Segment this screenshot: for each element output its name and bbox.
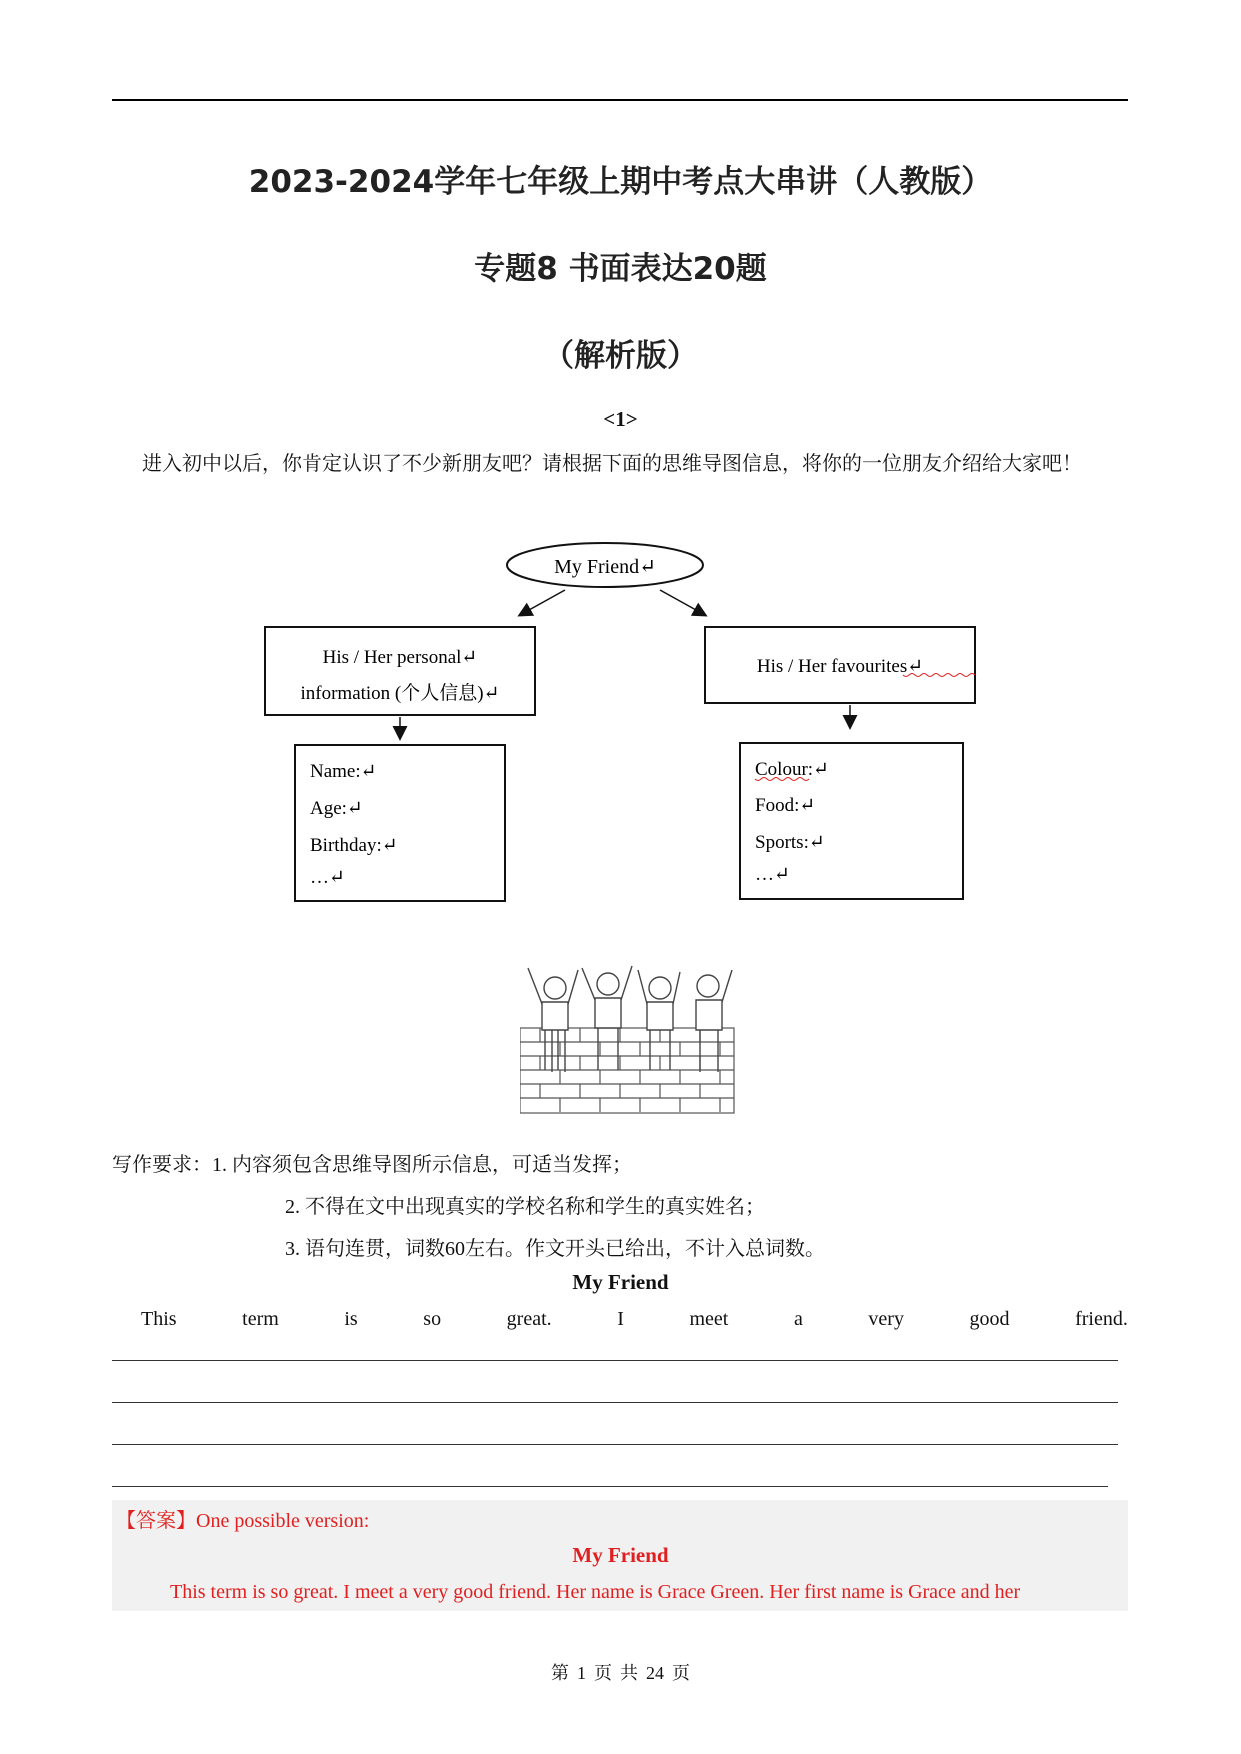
footer-ye: 页 xyxy=(672,1663,690,1683)
essay-word: friend. xyxy=(1075,1308,1128,1330)
root-label: My Friend↵ xyxy=(554,556,656,578)
question-intro: 进入初中以后，你肯定认识了不少新朋友吧？请根据下面的思维导图信息，将你的一位朋友介绍给大家吧！ xyxy=(142,453,1082,475)
requirement-1: 1. 内容须包含思维导图所示信息，可适当发挥； xyxy=(212,1154,632,1176)
essay-word: very xyxy=(868,1308,904,1330)
essay-title: My Friend xyxy=(572,1270,669,1294)
writing-blank-line[interactable] xyxy=(112,1360,1118,1361)
total-pages: 24 xyxy=(646,1663,664,1683)
detail-birthday: Birthday:↵ xyxy=(310,835,398,856)
essay-word: a xyxy=(793,1308,803,1330)
essay-first-line xyxy=(141,1308,1128,1331)
document-version: （解析版） xyxy=(543,338,698,374)
detail-more: …↵ xyxy=(310,867,345,888)
page-number: 1 xyxy=(577,1663,586,1683)
writing-blank-line[interactable] xyxy=(112,1402,1118,1403)
essay-word: good xyxy=(969,1308,1010,1330)
page-footer xyxy=(0,1659,1241,1685)
favourite-colour: Colour:↵ xyxy=(755,759,829,780)
favourite-more: …↵ xyxy=(755,864,790,885)
requirement-3: 3. 语句连贯，词数60左右。作文开头已给出，不计入总词数。 xyxy=(285,1238,825,1260)
essay-word: so xyxy=(423,1308,442,1330)
answer-label: 【答案】One possible version: xyxy=(116,1510,370,1532)
document-title: 2023-2024学年七年级上期中考点大串讲（人教版） xyxy=(248,164,993,200)
favourite-sports: Sports:↵ xyxy=(755,832,825,853)
mind-map-diagram xyxy=(255,535,995,905)
question-number: <1> xyxy=(603,407,638,431)
personal-info-line2: information (个人信息)↵ xyxy=(300,683,500,704)
essay-word: great. xyxy=(506,1308,552,1330)
arrow-right xyxy=(660,590,705,615)
kids-on-wall-illustration xyxy=(520,950,735,1115)
personal-info-line1: His / Her personal↵ xyxy=(322,647,478,668)
essay-word: I xyxy=(617,1308,624,1330)
writing-blank-line[interactable] xyxy=(112,1444,1118,1445)
essay-word: meet xyxy=(689,1308,729,1330)
detail-name: Name:↵ xyxy=(310,761,377,782)
answer-title: My Friend xyxy=(572,1543,669,1567)
detail-age: Age:↵ xyxy=(310,798,363,819)
essay-word: is xyxy=(344,1308,358,1330)
requirement-2: 2. 不得在文中出现真实的学校名称和学生的真实姓名； xyxy=(285,1196,765,1218)
answer-text: This term is so great. I meet a very good friend. Her name is Grace Green. Her first name is Grace and her xyxy=(170,1581,1021,1603)
document-subtitle: 专题8 书面表达20题 xyxy=(474,251,767,287)
footer-di: 第 xyxy=(551,1663,569,1683)
footer-gong: 共 xyxy=(620,1663,638,1683)
arrow-left xyxy=(520,590,565,615)
essay-word: term xyxy=(242,1308,279,1330)
essay-word: This xyxy=(141,1308,177,1330)
favourite-food: Food:↵ xyxy=(755,795,816,816)
footer-ye: 页 xyxy=(594,1663,612,1683)
requirements-label: 写作要求： xyxy=(112,1154,212,1176)
top-rule xyxy=(112,99,1128,101)
favourites-label: His / Her favourites↵ xyxy=(756,656,924,677)
writing-blank-line[interactable] xyxy=(112,1486,1108,1487)
